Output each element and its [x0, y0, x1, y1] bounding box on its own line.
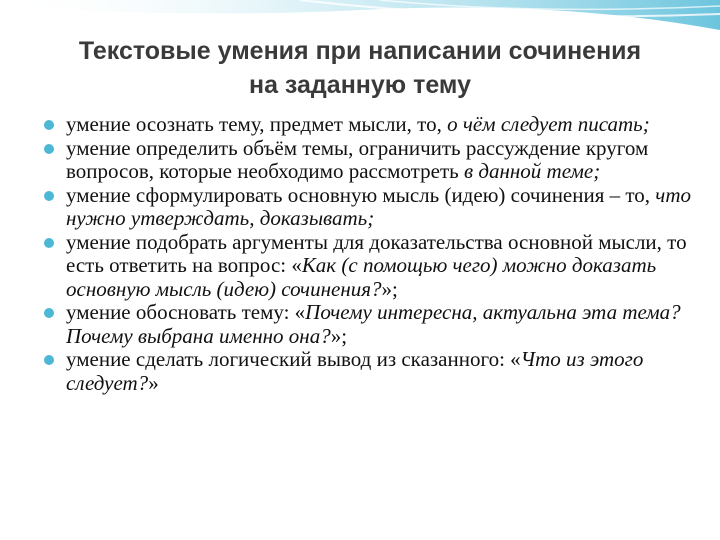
skills-bullet-list [44, 113, 704, 395]
bullet-text: умение обосновать тему: « [66, 300, 306, 324]
bullet-text: » [148, 370, 159, 395]
slide-title-line-1: Текстовые умения при написании сочинения [78, 37, 642, 65]
slide-title-line-2: на заданную тему [248, 71, 471, 99]
bullet-item [44, 348, 704, 395]
bullet-item [44, 231, 704, 302]
bullet-dot-icon [44, 120, 54, 130]
bullet-item [44, 137, 704, 184]
bullet-text: »; [381, 276, 398, 301]
bullet-dot-icon [44, 355, 54, 365]
bullet-text-italic: Что из этого следует? [66, 347, 644, 395]
bullet-dot-icon [44, 191, 54, 201]
bullet-text: умение осознать тему, предмет мысли, то, [66, 112, 448, 136]
slide-title [20, 34, 700, 102]
bullet-text-italic: Почему интересна, актуальна эта тема? Почему выбрана именно она? [66, 300, 681, 348]
bullet-item [44, 301, 704, 348]
bullet-dot-icon [44, 238, 54, 248]
bullet-item [44, 113, 704, 137]
bullet-item [44, 184, 704, 231]
bullet-text-italic: о чём следует писать; [447, 112, 650, 136]
bullet-text: »; [330, 323, 348, 348]
bullet-text: умение подобрать аргументы для доказательства основной мысли, то есть ответить на вопрос: « [66, 229, 687, 277]
bullet-text: умение сформулировать основную мысль (идею) сочинения – то, [66, 182, 656, 207]
bullet-dot-icon [44, 308, 54, 318]
bullet-dot-icon [44, 144, 54, 154]
bullet-text: умение сделать логический вывод из сказанного: « [66, 347, 521, 371]
bullet-text-italic: в данной теме; [463, 159, 601, 183]
bullet-text-italic: Как (с помощью чего) можно доказать основную мысль (идею) сочинения? [66, 253, 657, 301]
bullet-text-italic: что нужно утверждать, доказывать; [66, 182, 691, 230]
bullet-text: умение определить объём темы, ограничить рассуждение кругом вопросов, которые необходимо рассмотреть [66, 135, 649, 183]
